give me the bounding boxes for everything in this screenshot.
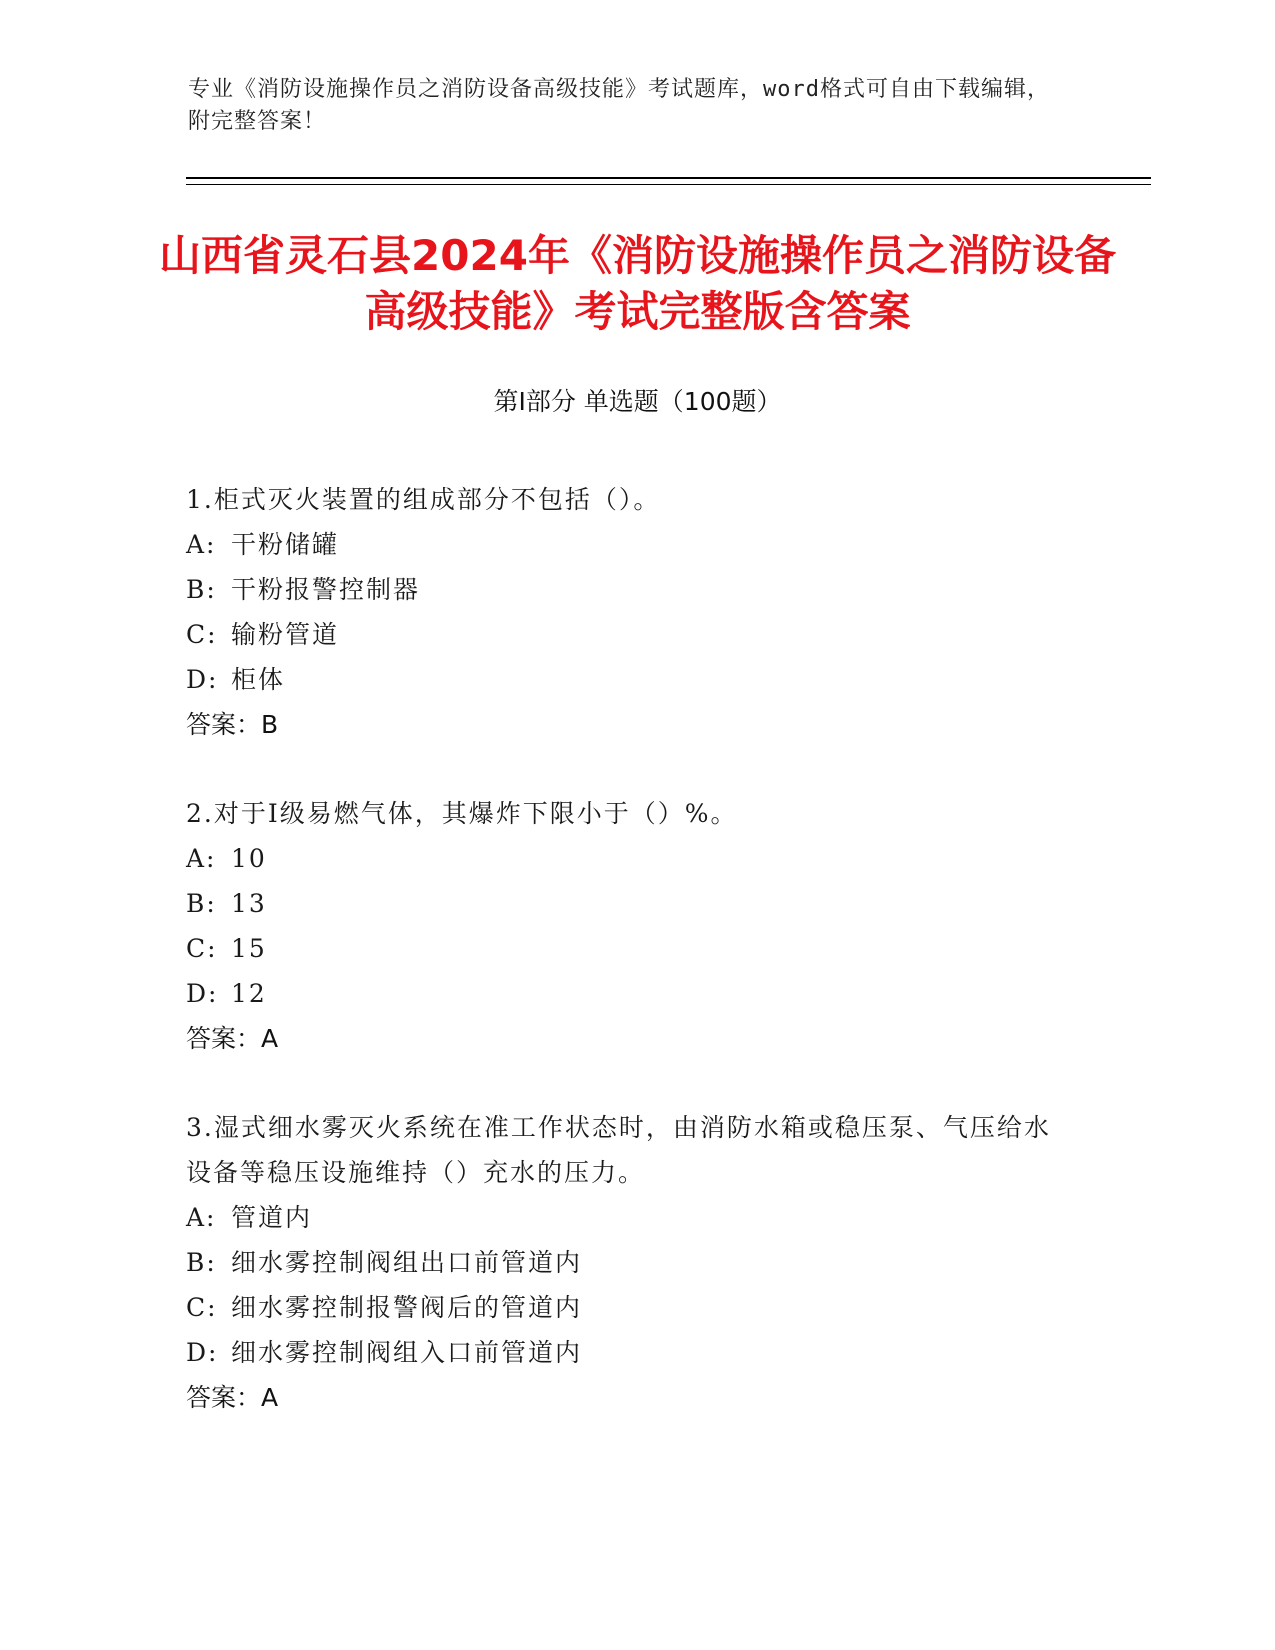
option-d [186, 971, 1066, 1016]
option-key: C: [186, 1293, 218, 1322]
option-a [186, 1195, 1066, 1240]
option-key: C: [186, 620, 218, 649]
option-d [186, 1330, 1066, 1375]
option-c [186, 926, 1066, 971]
option-text: 干粉储罐 [231, 530, 340, 559]
question-text: 3.湿式细水雾灭火系统在准工作状态时，由消防水箱或稳压泵、气压给水设备等稳压设施维持（）充水的压力。 [186, 1113, 1051, 1187]
option-key: B: [186, 889, 217, 918]
option-b [186, 881, 1066, 926]
answer-line: 答案：B [186, 710, 279, 739]
option-text: 细水雾控制阀组入口前管道内 [231, 1338, 583, 1367]
option-text: 管道内 [231, 1203, 313, 1232]
answer-line: 答案：A [186, 1383, 279, 1412]
header-divider-thin [186, 184, 1151, 185]
option-text: 柜体 [231, 665, 286, 694]
question-item [186, 1105, 1066, 1420]
option-b [186, 567, 1066, 612]
question-text: 2.对于Ⅰ级易燃气体，其爆炸下限小于（）%。 [186, 799, 738, 828]
option-a [186, 836, 1066, 881]
section-title: 第Ⅰ部分 单选题（100题） [493, 387, 782, 416]
option-key: A: [186, 844, 217, 873]
header-note: 专业《消防设施操作员之消防设备高级技能》考试题库，word格式可自由下载编辑，附完整答案！ [188, 77, 1050, 134]
question-text: 1.柜式灭火装置的组成部分不包括（）。 [186, 485, 661, 514]
option-key: A: [186, 530, 217, 559]
question-list [186, 477, 1066, 1464]
option-c [186, 1285, 1066, 1330]
option-key: C: [186, 934, 218, 963]
option-text: 10 [231, 844, 267, 873]
option-key: B: [186, 1248, 217, 1277]
option-text: 13 [231, 889, 267, 918]
option-text: 干粉报警控制器 [231, 575, 421, 604]
option-text: 15 [231, 934, 267, 963]
option-text: 细水雾控制报警阀后的管道内 [231, 1293, 583, 1322]
option-key: A: [186, 1203, 217, 1232]
option-d [186, 657, 1066, 702]
option-a [186, 522, 1066, 567]
option-text: 12 [231, 979, 267, 1008]
question-item [186, 791, 1066, 1061]
option-text: 输粉管道 [231, 620, 340, 649]
option-key: D: [186, 665, 219, 694]
option-key: B: [186, 575, 217, 604]
answer-line: 答案：A [186, 1024, 279, 1053]
question-item [186, 477, 1066, 747]
document-title: 山西省灵石县2024年《消防设施操作员之消防设备高级技能》考试完整版含答案 [159, 231, 1116, 336]
option-text: 细水雾控制阀组出口前管道内 [231, 1248, 583, 1277]
option-key: D: [186, 1338, 219, 1367]
option-c [186, 612, 1066, 657]
option-b [186, 1240, 1066, 1285]
header-divider-thick [186, 177, 1151, 179]
option-key: D: [186, 979, 219, 1008]
